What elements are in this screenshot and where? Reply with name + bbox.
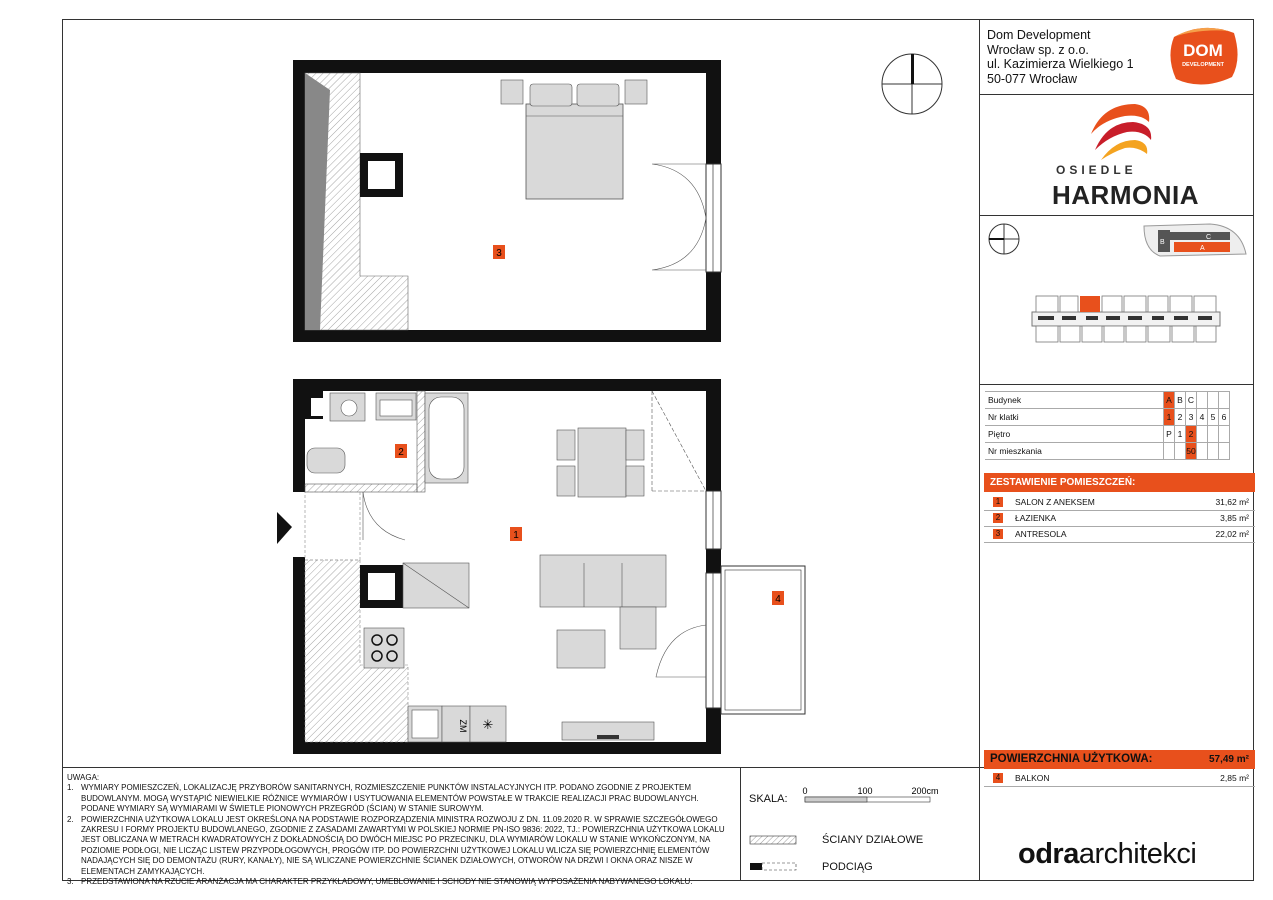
legend-partition: ŚCIANY DZIAŁOWE [822, 834, 924, 846]
info-cell: 5 [1208, 409, 1219, 426]
column-divider [979, 19, 980, 881]
info-row [985, 392, 1230, 409]
info-row [985, 426, 1230, 443]
building-floor-key-plan [1028, 292, 1224, 348]
room-number: 3 [993, 529, 1003, 539]
room-area: 22,02 m² [1215, 529, 1249, 539]
room-row [984, 510, 1255, 527]
company-line: Dom Development [987, 28, 1091, 42]
info-cell: B [1175, 392, 1186, 409]
legend-beam: PODCIĄG [822, 861, 873, 873]
room-number: 2 [993, 513, 1003, 523]
notes-title: UWAGA: [67, 773, 100, 782]
room-name: ŁAZIENKA [1015, 513, 1057, 523]
divider-logo [979, 215, 1254, 216]
legend-symbols [748, 833, 800, 875]
room-area: 31,62 m² [1215, 497, 1249, 507]
info-label: Nr klatki [985, 409, 1164, 426]
info-cell [1219, 443, 1230, 460]
architect-logo: odraarchitekci [1018, 838, 1197, 870]
info-cell: 6 [1219, 409, 1230, 426]
info-row [985, 409, 1230, 426]
rooms-header: ZESTAWIENIE POMIESZCZEŃ: [984, 473, 1255, 492]
svg-text:100: 100 [857, 786, 873, 796]
svg-text:3: 3 [496, 248, 502, 259]
apartment-info-table [985, 391, 1230, 460]
ground-plan [277, 379, 805, 754]
svg-text:DOM: DOM [1183, 41, 1223, 60]
estate-name: HARMONIA [1052, 180, 1199, 210]
info-cell: 1 [1164, 409, 1175, 426]
svg-text:0: 0 [802, 786, 808, 796]
mezzanine-plan [293, 60, 721, 342]
room-name: BALKON [1015, 773, 1050, 783]
dom-development-logo [1166, 25, 1240, 87]
usable-area-bar [984, 750, 1255, 769]
usable-area-label: POWIERZCHNIA UŻYTKOWA: [990, 753, 1153, 765]
svg-text:ZM: ZM [458, 719, 468, 733]
company-line: Wrocław sp. z o.o. [987, 42, 1089, 57]
info-cell: 1 [1175, 426, 1186, 443]
room-area: 3,85 m² [1220, 513, 1249, 523]
divider-notes-scale [740, 767, 741, 881]
info-cell: 50 [1186, 443, 1197, 460]
room-row [984, 526, 1255, 543]
info-cell [1219, 392, 1230, 409]
svg-text:DEVELOPMENT: DEVELOPMENT [1182, 62, 1224, 68]
svg-text:2: 2 [398, 447, 404, 458]
info-cell [1175, 443, 1186, 460]
room-name: SALON Z ANEKSEM [1015, 497, 1095, 507]
info-cell: P [1164, 426, 1175, 443]
svg-text:A: A [1200, 245, 1205, 252]
info-cell [1197, 426, 1208, 443]
info-cell [1197, 392, 1208, 409]
svg-text:C: C [1206, 234, 1212, 241]
info-cell: 2 [1186, 426, 1197, 443]
info-cell: A [1164, 392, 1175, 409]
svg-text:1: 1 [513, 530, 519, 541]
usable-area-value: 57,49 m² [1208, 754, 1249, 765]
divider-company [979, 94, 1254, 95]
info-cell [1164, 443, 1175, 460]
company-address [987, 28, 1134, 86]
info-cell [1208, 426, 1219, 443]
floor-plan [62, 19, 979, 764]
info-cell [1219, 426, 1230, 443]
company-line: 50-077 Wrocław [987, 71, 1078, 86]
info-row [985, 443, 1230, 460]
svg-text:✳: ✳ [482, 718, 494, 733]
info-label: Piętro [985, 426, 1164, 443]
notes [67, 773, 732, 887]
info-cell: 2 [1175, 409, 1186, 426]
estate-prefix: OSIEDLE [1056, 163, 1137, 177]
scale-label: SKALA: [749, 793, 788, 805]
info-cell: 3 [1186, 409, 1197, 426]
svg-text:4: 4 [775, 594, 781, 605]
note-item: 3. PRZEDSTAWIONA NA RZUCIE ARANŻACJA MA CHARAKTER PRZYKŁADOWY, UMEBLOWANIE I SCHODY NIE STANOWIĄ WYPOSAŻENIA NABYWANEGO LOKALU. [67, 877, 693, 887]
site-map [1140, 220, 1250, 262]
info-cell: 4 [1197, 409, 1208, 426]
balcony-row [984, 770, 1255, 787]
divider-map [979, 384, 1254, 385]
room-area: 2,85 m² [1220, 773, 1249, 783]
note-item: 1. WYMIARY POMIESZCZEŃ, LOKALIZACJĘ PRZYBORÓW SANITARNYCH, ROZMIESZCZENIE PUNKTÓW INSTALACYJNYCH ITP. PODANO ZGODNIE Z PROJEKTEM BUDOWLANYM. MOGĄ WYSTĄPIĆ NIEWIELKIE RÓŻNICE WYMIARÓW I USYTUOWANIA ELEMENTÓW POWSTAŁE W TRAKCIE REALIZACJI PRAC BUDOWLANYCH. PODANE WYMIARY SĄ WYMIARAMI W ŚWIETLE PIONOWYCH PRZEGRÓD (ŚCIAN) W STANIE SUROWYM. [67, 783, 699, 814]
note-item: 2. POWIERZCHNIA UŻYTKOWA LOKALU JEST OKREŚLONA NA PODSTAWIE ROZPORZĄDZENIA MINISTRA ROZWOJU Z DN. 11.09.2020 R. W SPRAWIE SZCZEGÓŁOWEGO ZAKRESU I FORMY PROJEKTU BUDOWLANEGO, ZGODNIE Z ZASADAMI ZAWARTYMI W POLSKIEJ NORMIE PN-ISO 9836: 2022, TJ.: POWIERZCHNIA UŻYTKOWA LOKALU JEST OBLICZANA W METRACH KWADRATOWYCH Z DOKŁADNOŚCIĄ DO DWÓCH MIEJSC PO PRZECINKU, DLA WYMIARÓW LOKALU W STANIE WYKOŃCZONYM, NA POZIOMIE PODŁOGI, NIE LICZĄC LISTEW PRZYPODŁOGOWYCH, PROGÓW ITP. DO POWIERZCHNI UŻYTKOWEJ LOKALU WLICZA SIĘ POWIERZCHNIĘ ELEMENTÓW NADAJĄCYCH SIĘ DO DEMONTAŻU (RURY, KANAŁY), NIE SĄ WLICZANE POWIERZCHNIE ŚCIANEK DZIAŁOWYCH, OTWORÓW NA DRZWI I OKNA ORAZ NISZE W ELEMENTACH ZAMYKAJĄCYCH. [67, 814, 725, 876]
room-number: 4 [993, 773, 1003, 783]
scale-bar [800, 786, 950, 806]
info-label: Nr mieszkania [985, 443, 1164, 460]
room-name: ANTRESOLA [1015, 529, 1067, 539]
info-cell [1197, 443, 1208, 460]
company-line: ul. Kazimierza Wielkiego 1 [987, 57, 1134, 71]
info-label: Budynek [985, 392, 1164, 409]
svg-text:B: B [1160, 239, 1165, 246]
info-cell [1208, 392, 1219, 409]
small-compass-icon [987, 222, 1021, 256]
info-cell: C [1186, 392, 1197, 409]
room-row [984, 494, 1255, 511]
harmonia-logo-icon [1085, 100, 1157, 162]
info-cell [1208, 443, 1219, 460]
room-number: 1 [993, 497, 1003, 507]
svg-text:200cm: 200cm [911, 786, 939, 796]
